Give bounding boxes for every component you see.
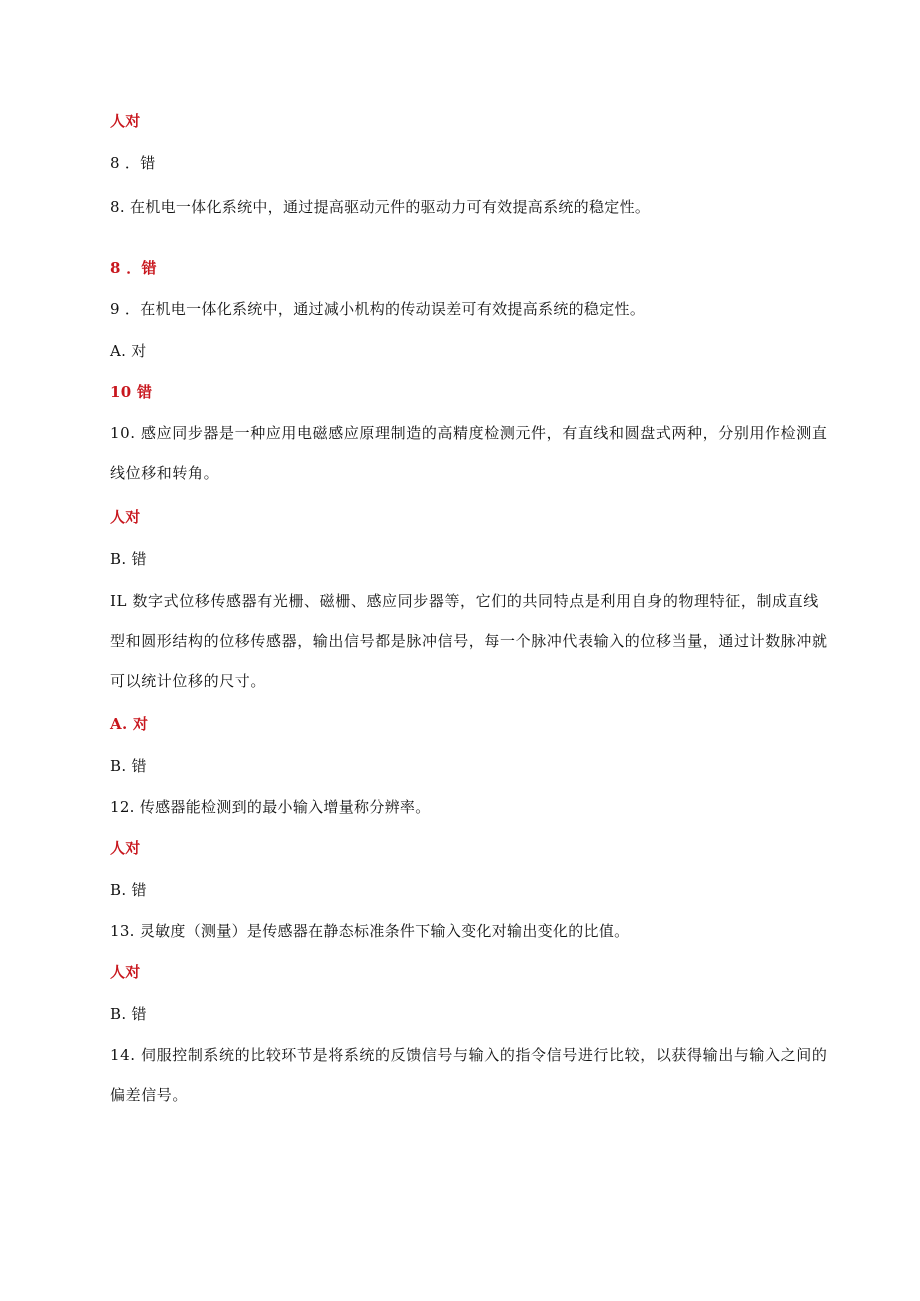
option-line: B. 错 — [110, 757, 147, 775]
option-line: B. 错 — [110, 881, 147, 899]
option-line: A. 对 — [110, 342, 147, 360]
option-line: 8 ．错 — [110, 154, 156, 172]
question-line: 13. 灵敏度（测量）是传感器在静态标准条件下输入变化对输出变化的比值。 — [110, 922, 630, 940]
question-paragraph: 14. 伺服控制系统的比较环节是将系统的反馈信号与输入的指令信号进行比较，以获得输出与输入之间的偏差信号。 — [110, 1046, 828, 1104]
option-line: B. 错 — [110, 1005, 147, 1023]
answer-line: 10 错 — [110, 383, 153, 401]
question-paragraph: 10. 感应同步器是一种应用电磁感应原理制造的高精度检测元件，有直线和圆盘式两种，分别用作检测直线位移和转角。 — [110, 424, 828, 482]
question-line: 9 ．在机电一体化系统中，通过减小机构的传动误差可有效提高系统的稳定性。 — [110, 300, 646, 318]
question-paragraph: IL 数字式位移传感器有光栅、磁栅、感应同步器等，它们的共同特点是利用自身的物理特征，制成直线型和圆形结构的位移传感器，输出信号都是脉冲信号，每一个脉冲代表输入的位移当量，通过计数脉冲就可以统计位移的尺寸。 — [110, 592, 828, 690]
option-line: B. 错 — [110, 550, 147, 568]
answer-line: 8 ．错 — [110, 259, 157, 277]
question-line: 8. 在机电一体化系统中，通过提高驱动元件的驱动力可有效提高系统的稳定性。 — [110, 198, 651, 216]
answer-line: 人对 — [110, 508, 141, 526]
answer-line: 人对 — [110, 839, 141, 857]
question-line: 12. 传感器能检测到的最小输入增量称分辨率。 — [110, 798, 431, 816]
answer-line: A. 对 — [110, 715, 149, 733]
answer-line: 人对 — [110, 112, 141, 130]
answer-line: 人对 — [110, 963, 141, 981]
